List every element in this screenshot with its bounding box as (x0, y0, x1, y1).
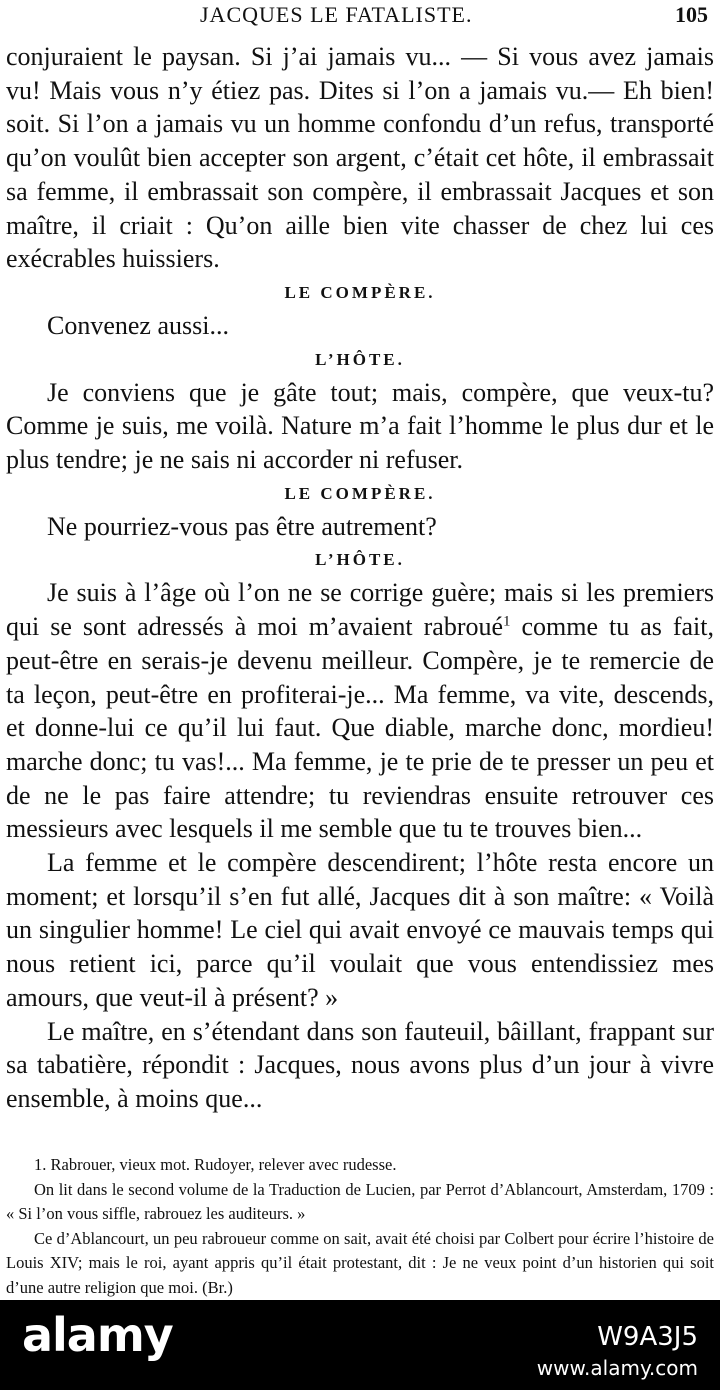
watermark-image-id: W9A3J5 (597, 1322, 698, 1352)
running-title: JACQUES LE FATALISTE. (200, 2, 473, 27)
paragraph (6, 576, 714, 846)
paragraph-text: comme tu as fait, peut-être en serais-je devenu meilleur. Compère, je te remercie de ta leçon, peut-être en profiterai-je... Ma femme, va vite, descends, et donne-lui ce qu’il lui faut. Que diable, marche donc, mordieu! marche donc; tu vas!... Ma femme, je te prie de te presser un peu et de ne le pas faire attendre; tu reviendras ensuite retrouver ces messieurs avec lesquels il me semble que tu te trouves bien... (6, 612, 714, 844)
watermark-url: www.alamy.com (536, 1356, 698, 1380)
paragraph: Je conviens que je gâte tout; mais, compère, que veux-tu? Comme je suis, me voilà. Nature m’a fait l’homme le plus dur et le plus tendre; je ne sais ni accorder ni refuser. (6, 377, 714, 475)
footnote: 1. Rabrouer, vieux mot. Rudoyer, relever avec rudesse. (34, 1155, 397, 1174)
speaker-label: L’HÔTE. (315, 349, 405, 369)
footnote-marker: 1 (503, 613, 511, 630)
paragraph: Le maître, en s’étendant dans son fauteuil, bâillant, frappant sur sa tabatière, répondit : Jacques, nous avons plus d’un jour à vivre ensemble, à moins que... (6, 1016, 714, 1113)
paragraph: La femme et le compère descendirent; l’hôte resta encore un moment; et lorsqu’il s’en fut allé, Jacques dit à son maître: « Voilà un singulier homme! Le ciel qui avait envoyé ce mauvais temps qui nous retient ici, parce qu’il voulait que vous entendissiez mes amours, que veut-il à présent? » (6, 848, 714, 1012)
speaker-label: LE COMPÈRE. (284, 483, 436, 503)
footnote: Ce d’Ablancourt, un peu rabroueur comme on sait, avait été choisi par Colbert pour écrire l’histoire de Louis XIV; mais le roi, ayant appris qu’il était protestant, dit : Je ne veux point d’un historien qui soit d’une autre religion que moi. (Br.) (6, 1228, 714, 1297)
watermark-logo: alamy (22, 1308, 173, 1362)
page-number: 105 (675, 2, 708, 27)
watermark-banner (0, 1300, 720, 1390)
footnotes (6, 1153, 714, 1300)
footnote: On lit dans le second volume de la Traduction de Lucien, par Perrot d’Ablancourt, Amsterdam, 1709 : « Si l’on vous siffle, rabrouez les auditeurs. » (6, 1179, 714, 1223)
speaker-label: LE COMPÈRE. (284, 282, 436, 302)
main-text (6, 40, 714, 1116)
paragraph: Ne pourriez-vous pas être autrement? (47, 511, 437, 541)
paragraph: conjuraient le paysan. Si j’ai jamais vu... — Si vous avez jamais vu! Mais vous n’y étiez pas. Dites si l’on a jamais vu.— Eh bien! soit. Si l’on a jamais vu un homme confondu d’un refus, transporté qu’on voulût bien accepter son argent, c’était cet hôte, il embrassait sa femme, il embrassait son compère, il embrassait Jacques et son maître, il criait : Qu’on aille bien vite chasser de chez lui ces exécrables huissiers. (6, 42, 714, 274)
speaker-label: L’HÔTE. (315, 550, 405, 570)
paragraph-text: Je suis à l’âge où l’on ne se corrige guère; mais si les premiers qui se sont adressés à moi m’avaient rabroué (6, 578, 714, 642)
paragraph: Convenez aussi... (47, 310, 229, 340)
running-header (0, 0, 720, 32)
